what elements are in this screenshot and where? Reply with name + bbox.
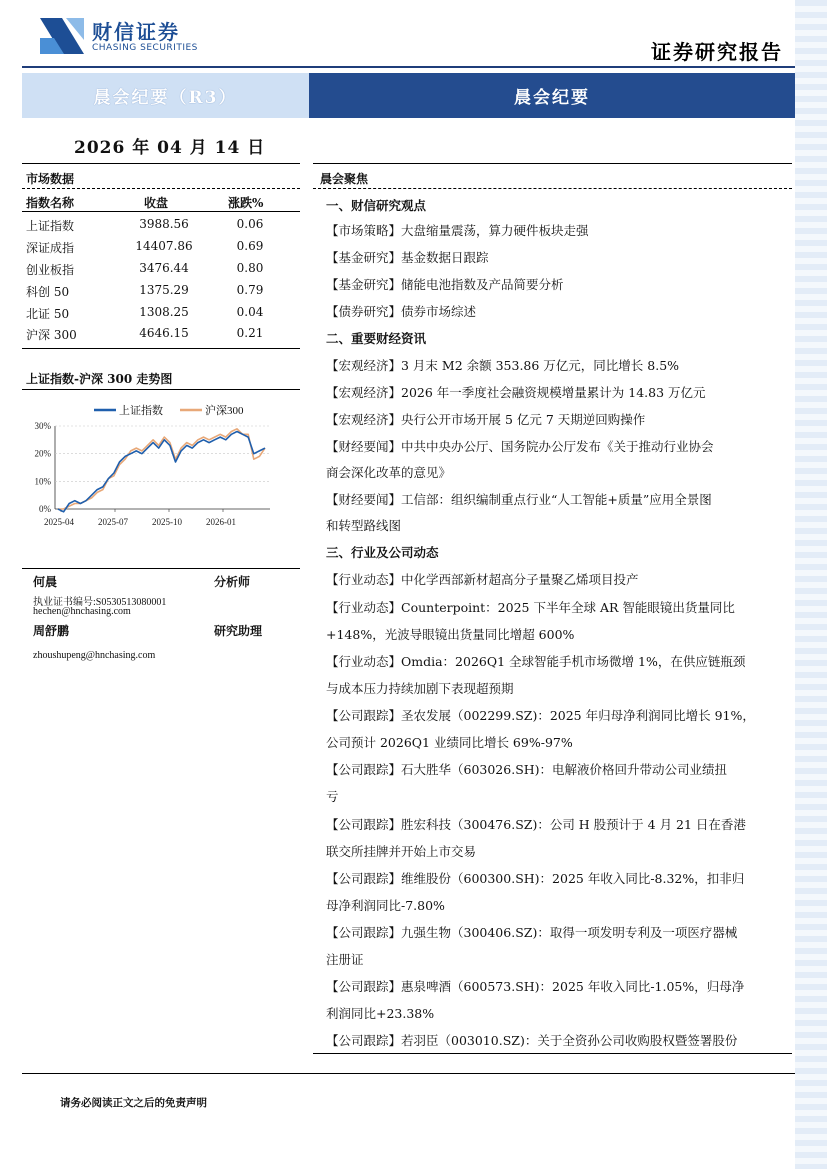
col-header-chg: 涨跌% — [228, 196, 264, 210]
market-section-rule-top — [22, 163, 300, 164]
list-item[interactable]: 【基金研究】基金数据日跟踪 — [326, 250, 489, 265]
index-change-cell: 0.04 — [236, 305, 264, 319]
report-title-band: 晨会纪要 — [309, 73, 795, 118]
chasing-logo-icon — [36, 14, 88, 58]
chart-title: 上证指数-沪深 300 走势图 — [26, 372, 173, 386]
index-name-cell: 深证成指 — [26, 241, 75, 255]
list-item-continuation: 商会深化改革的意见》 — [326, 465, 452, 480]
brand-name: 财信证券 — [92, 20, 180, 44]
list-item-continuation: 亏 — [326, 789, 339, 804]
index-change-cell: 0.79 — [236, 283, 264, 297]
index-name-cell: 北证 50 — [26, 307, 70, 321]
market-table-bottom-rule — [22, 348, 300, 349]
trend-chart — [22, 395, 300, 535]
section-heading-news: 二、重要财经资讯 — [326, 331, 427, 346]
focus-title: 晨会聚焦 — [320, 172, 369, 186]
legend-label: 沪深300 — [205, 405, 244, 417]
focus-rule-top — [313, 163, 792, 164]
index-change-cell: 0.21 — [236, 326, 264, 340]
y-tick-label: 0% — [39, 504, 51, 514]
report-date: 2026 年 04 月 14 日 — [74, 138, 266, 158]
list-item[interactable]: 【市场策略】大盘缩量震荡，算力硬件板块走强 — [326, 223, 589, 238]
index-close-cell: 4646.15 — [139, 326, 189, 340]
document-type: 证券研究报告 — [651, 40, 783, 64]
y-tick-label: 20% — [34, 448, 51, 459]
index-close-cell: 3476.44 — [139, 261, 189, 275]
index-name-cell: 科创 50 — [26, 285, 70, 299]
list-item[interactable]: 【财经要闻】工信部：组织编制重点行业“人工智能+质量”应用全景图 — [326, 492, 712, 507]
list-item[interactable]: 【基金研究】储能电池指数及产品简要分析 — [326, 277, 564, 292]
disclaimer-note[interactable]: 请务必阅读正文之后的免责声明 — [60, 1097, 207, 1109]
assistant-email[interactable]: zhoushupeng@hnchasing.com — [33, 650, 156, 661]
footer-rule — [22, 1073, 795, 1074]
y-tick-label: 10% — [34, 476, 51, 487]
index-close-cell: 3988.56 — [139, 217, 189, 231]
index-name-cell: 创业板指 — [26, 263, 75, 277]
list-item-continuation: 公司预计 2026Q1 业绩同比增长 69%-97% — [326, 735, 573, 750]
section-heading-industry: 三、行业及公司动态 — [326, 545, 439, 560]
assistant-name: 周舒鹏 — [33, 624, 70, 638]
list-item[interactable]: 【公司跟踪】维维股份（600300.SH)：2025 年收入同比-8.32%，扣非归 — [326, 871, 745, 886]
header-rule — [22, 66, 795, 68]
list-item[interactable]: 【公司跟踪】惠泉啤酒（600573.SH)：2025 年收入同比-1.05%，归母净 — [326, 979, 745, 994]
author-cert: 执业证书编号:S0530513080001 — [33, 597, 167, 608]
list-item[interactable]: 【债券研究】债券市场综述 — [326, 304, 477, 319]
list-item[interactable]: 【宏观经济】央行公开市场开展 5 亿元 7 天期逆回购操作 — [326, 412, 646, 427]
y-tick-label: 30% — [34, 421, 51, 431]
list-item-continuation: 和转型路线图 — [326, 518, 402, 533]
chart-title-rule — [22, 389, 300, 390]
list-item[interactable]: 【公司跟踪】石大胜华（603026.SH)：电解液价格回升带动公司业绩扭 — [326, 762, 728, 777]
x-tick-label: 2025-10 — [152, 517, 182, 527]
focus-rule — [313, 188, 792, 189]
list-item-continuation: 与成本压力持续加剧下表现超预期 — [326, 681, 514, 696]
x-tick-label: 2026-01 — [206, 517, 236, 527]
index-name-cell: 沪深 300 — [26, 328, 77, 342]
list-item[interactable]: 【公司跟踪】胜宏科技（300476.SZ)：公司 H 股预计于 4 月 21 日在香港 — [326, 817, 746, 832]
legend-label: 上证指数 — [119, 405, 163, 417]
market-section-title: 市场数据 — [26, 172, 75, 186]
authors-rule — [22, 568, 300, 569]
x-tick-label: 2025-07 — [98, 517, 128, 527]
table-header-rule — [22, 211, 300, 212]
list-item[interactable]: 【公司跟踪】九强生物（300406.SZ)：取得一项发明专利及一项医疗器械 — [326, 925, 738, 940]
index-close-cell: 1308.25 — [139, 305, 189, 319]
list-item-continuation: 母净利润同比-7.80% — [326, 898, 445, 913]
index-change-cell: 0.80 — [236, 261, 264, 275]
list-item[interactable]: 【宏观经济】3 月末 M2 余额 353.86 万亿元，同比增长 8.5% — [326, 358, 680, 373]
list-item[interactable]: 【行业动态】中化学西部新材超高分子量聚乙烯项目投产 — [326, 572, 639, 587]
index-name-cell: 上证指数 — [26, 219, 75, 233]
list-item-continuation: 注册证 — [326, 952, 364, 967]
brand-name-en: CHASING SECURITIES — [92, 43, 198, 53]
list-item[interactable]: 【行业动态】Counterpoint：2025 下半年全球 AR 智能眼镜出货量同比 — [326, 600, 735, 615]
author-role: 分析师 — [214, 575, 251, 589]
list-item-continuation: +148%，光波导眼镜出货量同比增超 600% — [326, 627, 575, 642]
report-series-band: 晨会纪要（R3） — [22, 73, 309, 118]
list-item[interactable]: 【公司跟踪】若羽臣（003010.SZ)：关于全资孙公司收购股权暨签署股份 — [326, 1033, 738, 1048]
index-change-cell: 0.06 — [236, 217, 264, 231]
list-item[interactable]: 【财经要闻】中共中央办公厅、国务院办公厅发布《关于推动行业协会 — [326, 439, 714, 454]
index-change-cell: 0.69 — [236, 239, 264, 253]
section-heading-research: 一、财信研究观点 — [326, 198, 427, 213]
list-item[interactable]: 【宏观经济】2026 年一季度社会融资规模增量累计为 14.83 万亿元 — [326, 385, 706, 400]
assistant-role: 研究助理 — [214, 624, 263, 638]
list-item[interactable]: 【公司跟踪】圣农发展（002299.SZ)：2025 年归母净利润同比增长 91%， — [326, 708, 755, 723]
index-close-cell: 1375.29 — [139, 283, 189, 297]
focus-rule-bottom — [313, 1053, 792, 1054]
side-stripe-decoration — [795, 0, 827, 1169]
market-section-rule — [22, 188, 300, 189]
x-tick-label: 2025-04 — [44, 517, 74, 527]
list-item-continuation: 利润同比+23.38% — [326, 1006, 435, 1021]
author-email[interactable]: hechen@hnchasing.com — [33, 606, 131, 617]
col-header-close: 收盘 — [144, 196, 169, 210]
list-item-continuation: 联交所挂牌并开始上市交易 — [326, 844, 477, 859]
author-name: 何晨 — [33, 575, 58, 589]
index-close-cell: 14407.86 — [135, 239, 193, 253]
col-header-name: 指数名称 — [26, 196, 75, 210]
list-item[interactable]: 【行业动态】Omdia：2026Q1 全球智能手机市场微增 1%，在供应链瓶颈 — [326, 654, 746, 669]
